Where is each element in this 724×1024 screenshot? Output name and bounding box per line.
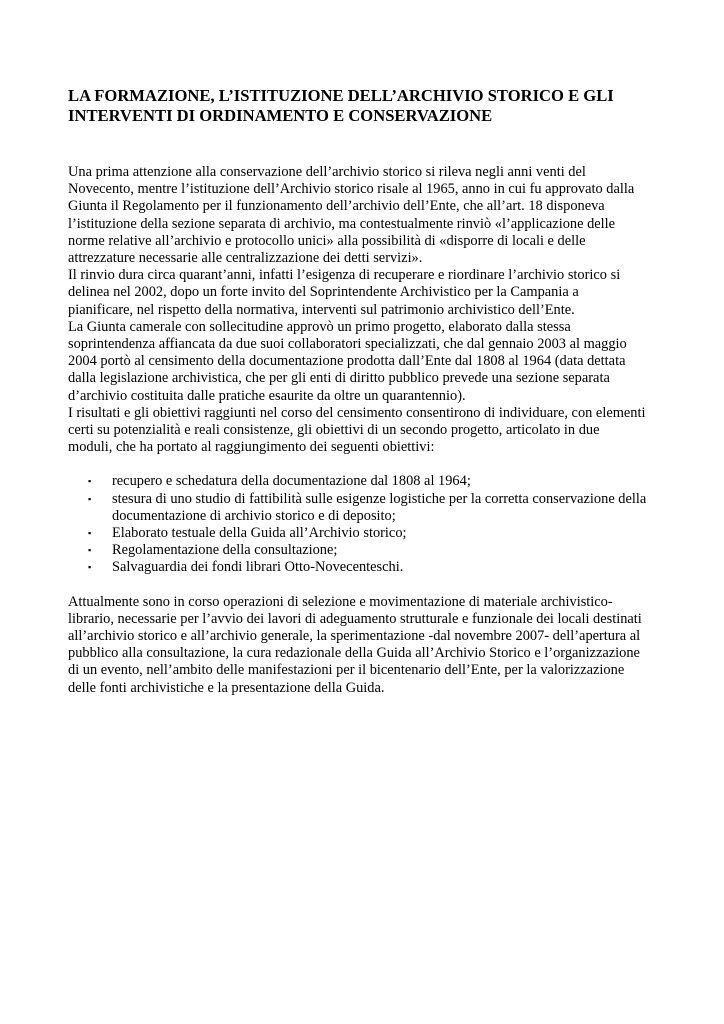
document-title <box>68 86 660 126</box>
title-line: LA FORMAZIONE, L’ISTITUZIONE DELL’ARCHIVIO STORICO E GLI <box>68 86 614 105</box>
list-item-text: Elaborato testuale della Guida all’Archivio storico; <box>112 525 407 542</box>
document-page <box>68 86 660 697</box>
list-item <box>68 491 660 525</box>
body-line: Novecento, mentre l’istituzione dell’Archivio storico risale al 1965, anno in cui fu approvato dalla <box>68 181 635 198</box>
closing-line: pubblico alla consultazione, la cura redazionale della Guida all’Archivio Storico e l’organizzazione <box>68 645 640 662</box>
body-line: dalla legislazione archivistica, che per gli enti di diritto pubblico prevede una sezione separata <box>68 370 610 387</box>
square-bullet-icon: ▪ <box>88 493 92 504</box>
list-item <box>68 525 660 542</box>
body-line: 2004 portò al censimento della documentazione prodotta dall’Ente dal 1808 al 1964 (data dettata <box>68 353 626 370</box>
intro-paragraphs <box>68 164 660 456</box>
body-line: certi su potenzialità e reali consistenze, gli obiettivi di un secondo progetto, articolato in due <box>68 422 600 439</box>
body-line: Una prima attenzione alla conservazione dell’archivio storico si rileva negli anni venti del <box>68 164 586 180</box>
body-line: Il rinvio dura circa quarant’anni, infatti l’esigenza di recuperare e riordinare l’archivio storico si <box>68 267 621 284</box>
list-item <box>68 542 660 559</box>
body-line: Giunta il Regolamento per il funzionamento dell’archivio dell’Ente, che all’art. 18 disponeva <box>68 198 605 215</box>
list-item-text: Regolamentazione della consultazione; <box>112 542 338 559</box>
square-bullet-icon: ▪ <box>88 476 92 487</box>
closing-line: librario, necessarie per l’avvio dei lavori di adeguamento strutturale e funzionale dei locali destinati <box>68 610 642 627</box>
objectives-list <box>68 473 660 576</box>
list-item <box>68 559 660 576</box>
square-bullet-icon: ▪ <box>88 528 92 539</box>
body-line: delinea nel 2002, dopo un forte invito del Soprintendente Archivistico per la Campania a <box>68 284 579 301</box>
title-line: INTERVENTI DI ORDINAMENTO E CONSERVAZIONE <box>68 106 493 125</box>
closing-line: delle fonti archivistiche e la presentazione della Guida. <box>68 679 385 696</box>
list-item-text: documentazione di archivio storico e di deposito; <box>112 507 396 524</box>
list-item-text: recupero e schedatura della documentazione dal 1808 al 1964; <box>112 473 471 490</box>
body-line: d’archivio costituita dalle pratiche esaurite da oltre un quarantennio). <box>68 387 466 404</box>
closing-paragraph <box>68 594 660 697</box>
body-line: soprintendenza affiancata da due suoi collaboratori specializzati, che dal gennaio 2003 al maggio <box>68 336 627 353</box>
list-item <box>68 473 660 490</box>
body-line: La Giunta camerale con sollecitudine approvò un primo progetto, elaborato dalla stessa <box>68 318 571 335</box>
body-line: attrezzature necessarie alle centralizzazione dei detti servizi». <box>68 250 423 267</box>
body-line: norme relative all’archivio e protocollo unici» alla possibilità di «disporre di locali e delle <box>68 232 586 249</box>
body-line: I risultati e gli obiettivi raggiunti nel corso del censimento consentirono di individuare, con elementi <box>68 404 646 421</box>
body-line: pianificare, nel rispetto della normativa, interventi sul patrimonio archivistico dell’Ente. <box>68 301 575 318</box>
list-item-text: Salvaguardia dei fondi librari Otto-Novecenteschi. <box>112 559 404 576</box>
square-bullet-icon: ▪ <box>88 545 92 556</box>
body-line: moduli, che ha portato al raggiungimento dei seguenti obiettivi: <box>68 439 435 456</box>
closing-line: all’archivio storico e all’archivio generale, la sperimentazione -dal novembre 2007- dell’apertura al <box>68 628 641 645</box>
body-line: l’istituzione della sezione separata di archivio, ma contestualmente rinviò «l’applicazione delle <box>68 215 616 232</box>
closing-line: di un evento, nell’ambito delle manifestazioni per il bicentenario dell’Ente, per la valorizzazione <box>68 662 625 679</box>
closing-line: Attualmente sono in corso operazioni di selezione e movimentazione di materiale archivistico- <box>68 593 613 610</box>
square-bullet-icon: ▪ <box>88 562 92 573</box>
list-item-text: stesura di uno studio di fattibilità sulle esigenze logistiche per la corretta conservazione della <box>112 490 647 507</box>
